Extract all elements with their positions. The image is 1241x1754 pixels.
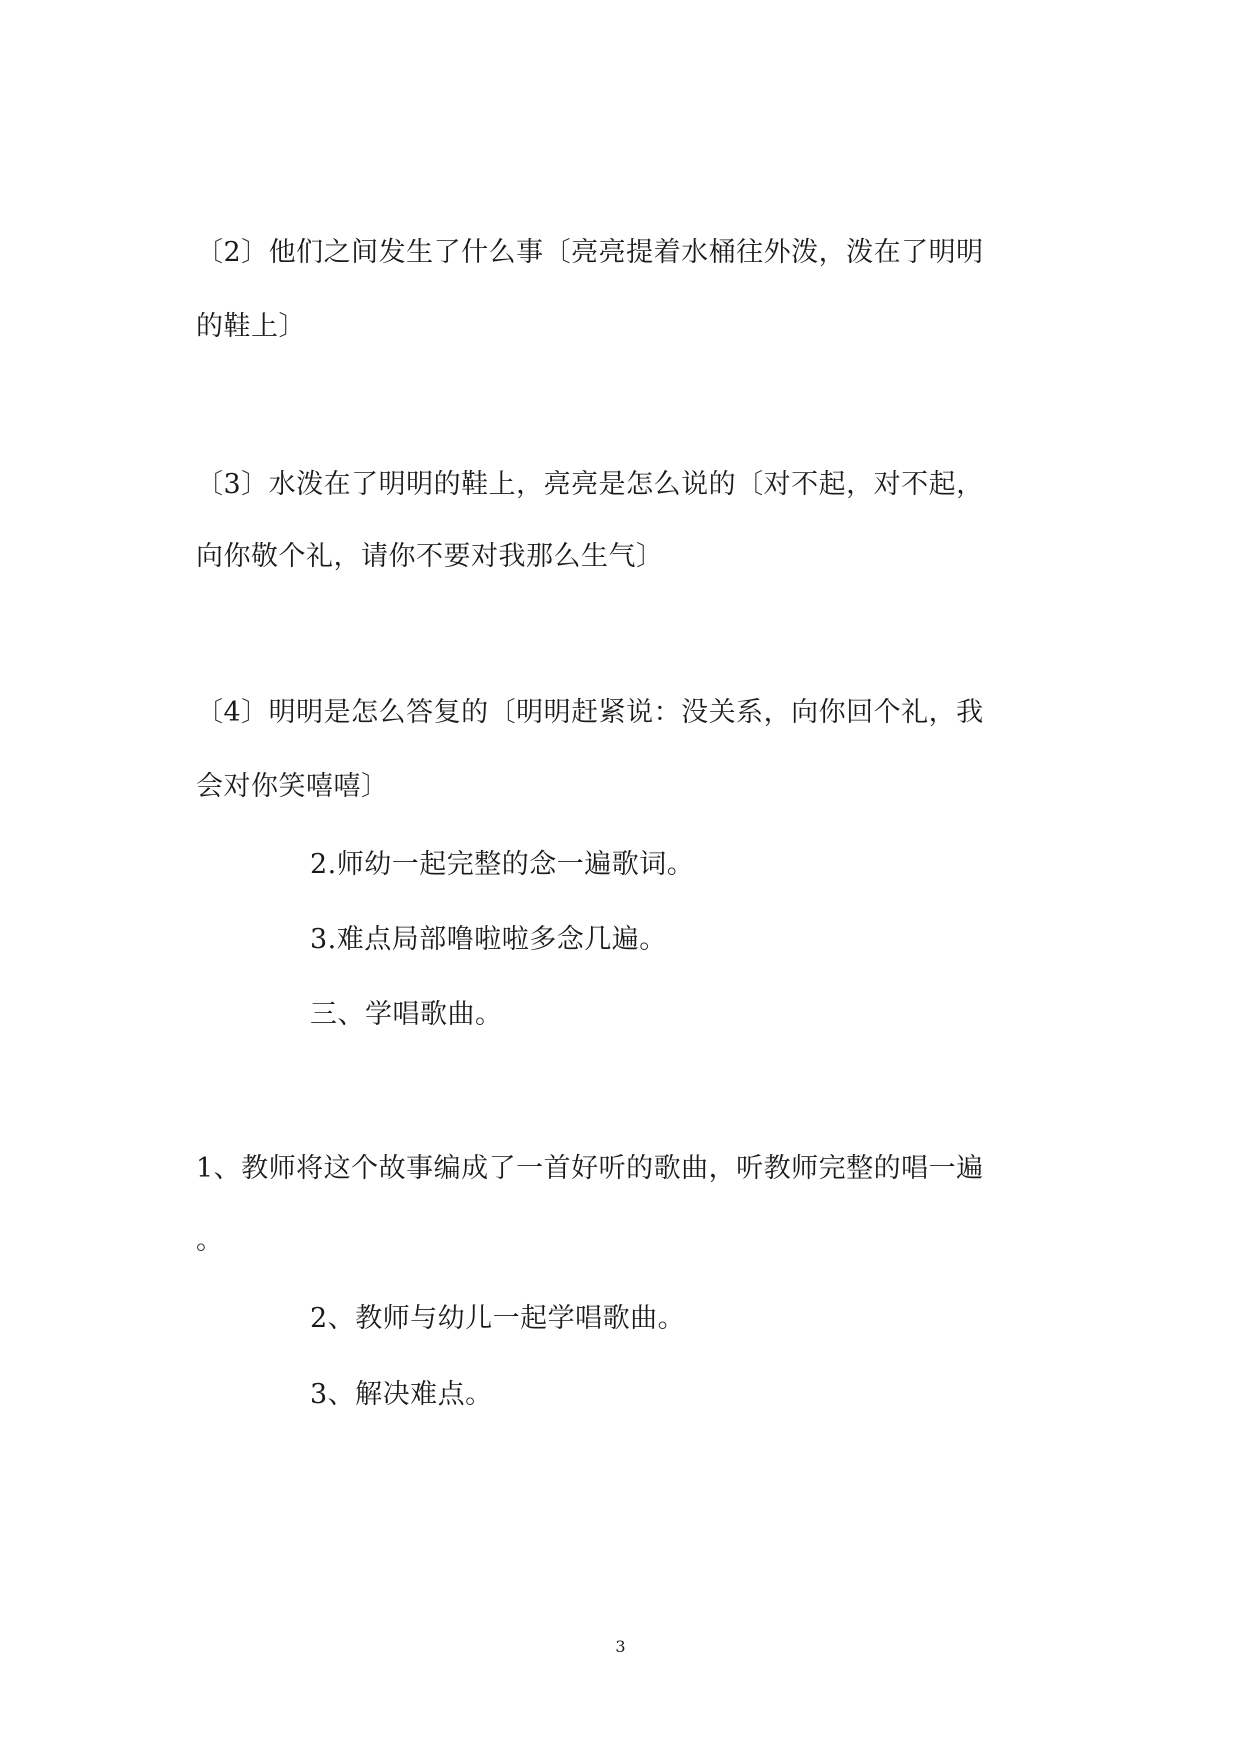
step-2: 2、教师与幼儿一起学唱歌曲。 [310,1303,686,1334]
item-difficult-part: 3.难点局部噜啦啦多念几遍。 [310,924,667,955]
paragraph-2-line-2: 的鞋上〕 [196,311,306,342]
step-1-line-1: 1、教师将这个故事编成了一首好听的歌曲，听教师完整的唱一遍 [196,1153,984,1184]
item-recite-lyrics: 2.师幼一起完整的念一遍歌词。 [310,849,695,880]
paragraph-4-line-1: 〔4〕明明是怎么答复的〔明明赶紧说：没关系，向你回个礼，我 [196,697,984,728]
paragraph-2-line-1: 〔2〕他们之间发生了什么事〔亮亮提着水桶往外泼，泼在了明明 [196,237,984,268]
paragraph-3-line-1: 〔3〕水泼在了明明的鞋上，亮亮是怎么说的〔对不起，对不起， [196,469,984,500]
paragraph-3-line-2: 向你敬个礼，请你不要对我那么生气〕 [196,541,664,572]
paragraph-4-line-2: 会对你笑嘻嘻〕 [196,771,389,802]
section-heading-learn-song: 三、学唱歌曲。 [310,999,503,1030]
step-3: 3、解决难点。 [310,1379,493,1410]
step-1-line-2: 。 [196,1225,224,1256]
page-number: 3 [615,1637,626,1656]
